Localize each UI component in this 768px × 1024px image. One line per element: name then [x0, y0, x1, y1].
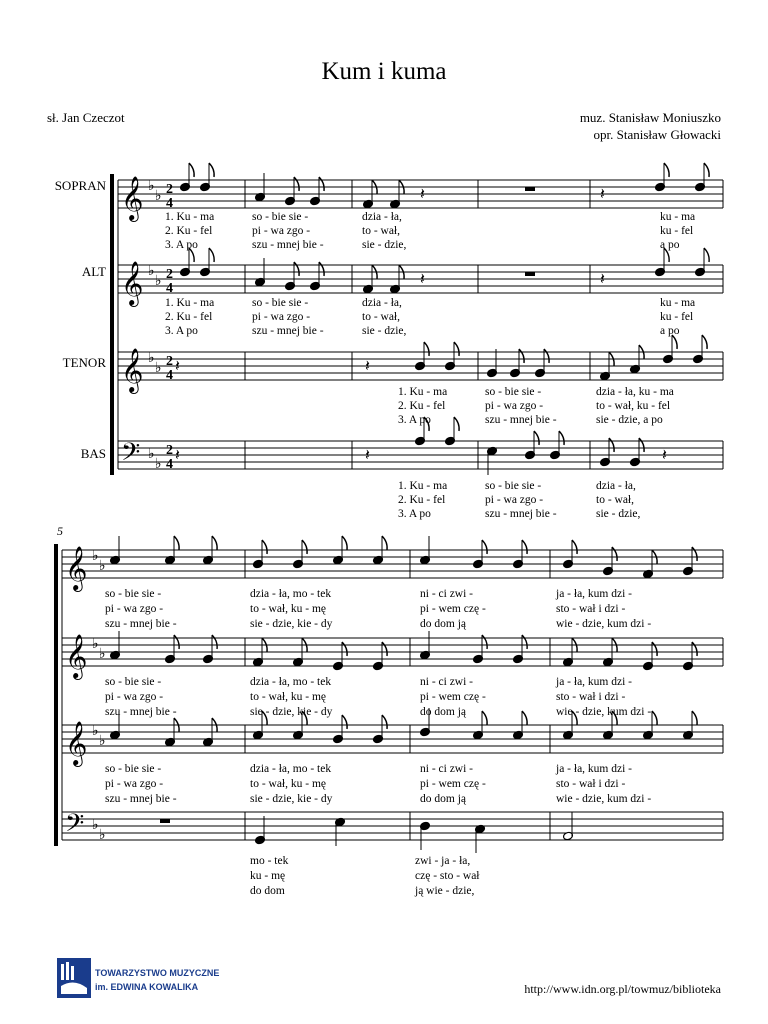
- flat-icon: ♭: [99, 734, 106, 749]
- bass-lyric: dzia - ła,: [596, 480, 636, 492]
- voice-label-bass: BAS: [80, 446, 106, 461]
- time-sig-bottom: 4: [166, 196, 173, 211]
- tenor-lyric: ni - ci zwi -: [420, 763, 474, 775]
- voice-label-soprano: SOPRAN: [54, 178, 106, 193]
- tenor-lyric: wie - dzie, kum dzi -: [556, 793, 652, 805]
- flat-icon: ♭: [148, 264, 155, 279]
- alto-lyric: szu - mnej bie -: [105, 706, 177, 718]
- tenor-lyric: sie - dzie, kie - dy: [250, 793, 333, 805]
- tenor-lyric: pi - wa zgo -: [485, 400, 544, 412]
- note-flag: [482, 635, 487, 649]
- flat-icon: ♭: [99, 828, 106, 843]
- note-flag: [382, 715, 387, 729]
- flat-icon: ♭: [92, 637, 99, 652]
- whole-rest-icon: [160, 819, 170, 823]
- soprano-lyric: ni - ci zwi -: [420, 588, 474, 600]
- bass-lyric: ją wie - dzie,: [415, 885, 475, 897]
- time-sig-bottom: 4: [166, 281, 173, 296]
- bass-lyric: sie - dzie,: [596, 508, 641, 520]
- time-sig-bottom: 4: [166, 457, 173, 472]
- tenor-lyric: do dom ją: [420, 793, 466, 805]
- tenor-lyric: pi - wa zgo -: [105, 778, 164, 790]
- treble-clef-icon: 𝄞: [65, 636, 88, 678]
- voice-label-alto: ALT: [81, 264, 106, 279]
- note-flag: [454, 342, 459, 356]
- soprano-lyric: pi - wem czę -: [420, 603, 486, 615]
- bass-lyric: do dom: [250, 885, 285, 897]
- quarter-rest-icon: 𝄽: [365, 447, 370, 464]
- alto-lyric: so - bie sie -: [105, 676, 162, 688]
- tenor-lyric: ja - ła, kum dzi -: [556, 763, 633, 775]
- note-flag: [704, 163, 709, 177]
- tenor-lyric: szu - mnej bie -: [485, 414, 557, 426]
- soprano-lyric: a po: [660, 239, 680, 251]
- soprano-lyric: pi - wa zgo -: [105, 603, 164, 615]
- soprano-lyric: pi - wa zgo -: [252, 225, 311, 237]
- treble-clef-icon: 𝄞: [121, 350, 144, 392]
- bass-lyric: mo - tek: [250, 855, 289, 867]
- library-url[interactable]: http://www.idn.org.pl/towmuz/biblioteka: [524, 982, 721, 996]
- tenor-lyric: pi - wem czę -: [420, 778, 486, 790]
- bass-lyric: so - bie sie -: [485, 480, 542, 492]
- note-flag: [522, 635, 527, 649]
- alto-lyric: pi - wem czę -: [420, 691, 486, 703]
- note-flag: [319, 262, 324, 276]
- tenor-lyric: 1. Ku - ma: [398, 386, 448, 398]
- note-flag: [454, 417, 459, 431]
- note-flag: [672, 335, 677, 349]
- note-flag: [692, 547, 697, 561]
- note-flag: [652, 642, 657, 656]
- treble-clef-icon: 𝄞: [65, 723, 88, 765]
- alto-lyric: to - wał,: [362, 311, 401, 323]
- treble-clef-icon: 𝄞: [65, 548, 88, 590]
- tenor-lyric: to - wał, ku - fel: [596, 400, 671, 412]
- alto-lyric: szu - mnej bie -: [252, 325, 324, 337]
- quarter-rest-icon: 𝄽: [175, 447, 180, 464]
- soprano-lyric: 2. Ku - fel: [165, 225, 213, 237]
- bass-lyric: 1. Ku - ma: [398, 480, 448, 492]
- note-flag: [342, 536, 347, 550]
- soprano-lyric: dzia - ła, mo - tek: [250, 588, 332, 600]
- note-flag: [382, 536, 387, 550]
- tenor-lyric: szu - mnej bie -: [105, 793, 177, 805]
- note-flag: [319, 177, 324, 191]
- alto-lyric: sie - dzie, kie - dy: [250, 706, 333, 718]
- note-flag: [212, 635, 217, 649]
- quarter-rest-icon: 𝄽: [175, 358, 180, 375]
- note-flag: [294, 177, 299, 191]
- bass-lyric: 3. A po: [398, 508, 431, 520]
- flat-icon: ♭: [99, 647, 106, 662]
- note-flag: [704, 248, 709, 262]
- note-flag: [522, 540, 527, 554]
- note-flag: [612, 547, 617, 561]
- note-flag: [544, 349, 549, 363]
- soprano-lyric: ja - ła, kum dzi -: [556, 588, 633, 600]
- alto-lyric: pi - wa zgo -: [252, 311, 311, 323]
- note-flag: [209, 163, 214, 177]
- treble-clef-icon: 𝄞: [121, 263, 144, 305]
- soprano-lyric: so - bie sie -: [105, 588, 162, 600]
- note-flag: [342, 715, 347, 729]
- note-flag: [189, 163, 194, 177]
- time-sig-top: 2: [166, 182, 173, 197]
- soprano-lyric: to - wał,: [362, 225, 401, 237]
- alto-lyric: 1. Ku - ma: [165, 297, 215, 309]
- alto-lyric: so - bie sie -: [252, 297, 309, 309]
- bass-lyric: szu - mnej bie -: [485, 508, 557, 520]
- note-flag: [534, 431, 539, 445]
- page-title: Kum i kuma: [321, 58, 447, 85]
- alto-lyric: pi - wa zgo -: [105, 691, 164, 703]
- alto-lyric: dzia - ła, mo - tek: [250, 676, 332, 688]
- flat-icon: ♭: [99, 559, 106, 574]
- alto-lyric: ku - ma: [660, 297, 696, 309]
- soprano-lyric: ku - ma: [660, 211, 696, 223]
- tenor-lyric: to - wał, ku - mę: [250, 778, 327, 790]
- note-flag: [519, 349, 524, 363]
- treble-clef-icon: 𝄞: [121, 178, 144, 220]
- soprano-lyric: sto - wał i dzi -: [556, 603, 626, 615]
- note-flag: [424, 342, 429, 356]
- society-logo-icon: [57, 958, 91, 998]
- tenor-lyric: sto - wał i dzi -: [556, 778, 626, 790]
- tenor-lyric: 2. Ku - fel: [398, 400, 446, 412]
- note-flag: [294, 262, 299, 276]
- tenor-lyric: sie - dzie, a po: [596, 414, 663, 426]
- soprano-lyric: szu - mnej bie -: [105, 618, 177, 630]
- alto-lyric: ja - ła, kum dzi -: [556, 676, 633, 688]
- soprano-lyric: 3. A po: [165, 239, 198, 251]
- bass-lyric: zwi - ja - ła,: [415, 855, 471, 867]
- flat-icon: ♭: [155, 457, 162, 472]
- time-sig-top: 2: [166, 267, 173, 282]
- bass-lyric: ku - mę: [250, 870, 286, 882]
- lyricist-credit: sł. Jan Czeczot: [47, 110, 125, 125]
- soprano-lyric: so - bie sie -: [252, 211, 309, 223]
- alto-lyric: ni - ci zwi -: [420, 676, 474, 688]
- note-flag: [212, 536, 217, 550]
- note-flag: [609, 438, 614, 452]
- flat-icon: ♭: [148, 447, 155, 462]
- flat-icon: ♭: [155, 274, 162, 289]
- tenor-lyric: so - bie sie -: [485, 386, 542, 398]
- whole-rest-icon: [525, 187, 535, 191]
- bass-lyric: pi - wa zgo -: [485, 494, 544, 506]
- flat-icon: ♭: [148, 351, 155, 366]
- society-name-line1: TOWARZYSTWO MUZYCZNE: [95, 968, 220, 978]
- voice-label-tenor: TENOR: [62, 355, 106, 370]
- note-flag: [482, 540, 487, 554]
- note-flag: [664, 163, 669, 177]
- flat-icon: ♭: [92, 818, 99, 833]
- soprano-lyric: 1. Ku - ma: [165, 211, 215, 223]
- alto-lyric: 3. A po: [165, 325, 198, 337]
- tenor-lyric: so - bie sie -: [105, 763, 162, 775]
- quarter-rest-icon: 𝄽: [662, 447, 667, 464]
- quarter-rest-icon: 𝄽: [420, 271, 425, 288]
- time-sig-top: 2: [166, 443, 173, 458]
- note-flag: [262, 540, 267, 554]
- whole-rest-icon: [525, 272, 535, 276]
- soprano-lyric: szu - mnej bie -: [252, 239, 324, 251]
- note-flag: [692, 711, 697, 725]
- flat-icon: ♭: [92, 549, 99, 564]
- quarter-rest-icon: 𝄽: [600, 271, 605, 288]
- soprano-lyric: dzia - ła,: [362, 211, 402, 223]
- time-sig-top: 2: [166, 354, 173, 369]
- note-flag: [382, 642, 387, 656]
- bass-lyric: 2. Ku - fel: [398, 494, 446, 506]
- alto-lyric: 2. Ku - fel: [165, 311, 213, 323]
- bass-clef-icon: 𝄢: [65, 810, 85, 843]
- time-sig-bottom: 4: [166, 368, 173, 383]
- flat-icon: ♭: [148, 179, 155, 194]
- note-flag: [692, 642, 697, 656]
- tenor-lyric: dzia - ła, ku - ma: [596, 386, 674, 398]
- alto-lyric: to - wał, ku - mę: [250, 691, 327, 703]
- note-flag: [702, 335, 707, 349]
- note-flag: [482, 711, 487, 725]
- alto-lyric: sie - dzie,: [362, 325, 407, 337]
- soprano-lyric: wie - dzie, kum dzi -: [556, 618, 652, 630]
- note-flag: [302, 540, 307, 554]
- bass-clef-icon: 𝄢: [121, 439, 141, 472]
- quarter-rest-icon: 𝄽: [365, 358, 370, 375]
- society-name-line2: im. EDWINA KOWALIKA: [95, 982, 199, 992]
- soprano-lyric: sie - dzie, kie - dy: [250, 618, 333, 630]
- composer-credit: muz. Stanisław Moniuszko: [579, 110, 721, 125]
- tenor-lyric: dzia - ła, mo - tek: [250, 763, 332, 775]
- quarter-rest-icon: 𝄽: [420, 186, 425, 203]
- alto-lyric: wie - dzie, kum dzi -: [556, 706, 652, 718]
- quarter-rest-icon: 𝄽: [600, 186, 605, 203]
- note-flag: [572, 540, 577, 554]
- alto-lyric: a po: [660, 325, 680, 337]
- note-flag: [559, 431, 564, 445]
- bass-lyric: to - wał,: [596, 494, 635, 506]
- flat-icon: ♭: [92, 724, 99, 739]
- alto-lyric: do dom ją: [420, 706, 466, 718]
- measure-number: 5: [57, 524, 63, 538]
- soprano-lyric: sie - dzie,: [362, 239, 407, 251]
- note-flag: [209, 248, 214, 262]
- alto-lyric: sto - wał i dzi -: [556, 691, 626, 703]
- soprano-lyric: ku - fel: [660, 225, 694, 237]
- flat-icon: ♭: [155, 189, 162, 204]
- note-flag: [174, 635, 179, 649]
- bass-lyric: czę - sto - wał: [415, 870, 480, 882]
- soprano-lyric: to - wał, ku - mę: [250, 603, 327, 615]
- tenor-lyric: 3. A po: [398, 414, 431, 426]
- arranger-credit: opr. Stanisław Głowacki: [593, 127, 721, 142]
- note-flag: [342, 642, 347, 656]
- alto-lyric: dzia - ła,: [362, 297, 402, 309]
- note-flag: [652, 711, 657, 725]
- alto-lyric: ku - fel: [660, 311, 694, 323]
- soprano-lyric: do dom ją: [420, 618, 466, 630]
- note-flag: [639, 438, 644, 452]
- note-flag: [174, 536, 179, 550]
- note-flag: [522, 711, 527, 725]
- flat-icon: ♭: [155, 361, 162, 376]
